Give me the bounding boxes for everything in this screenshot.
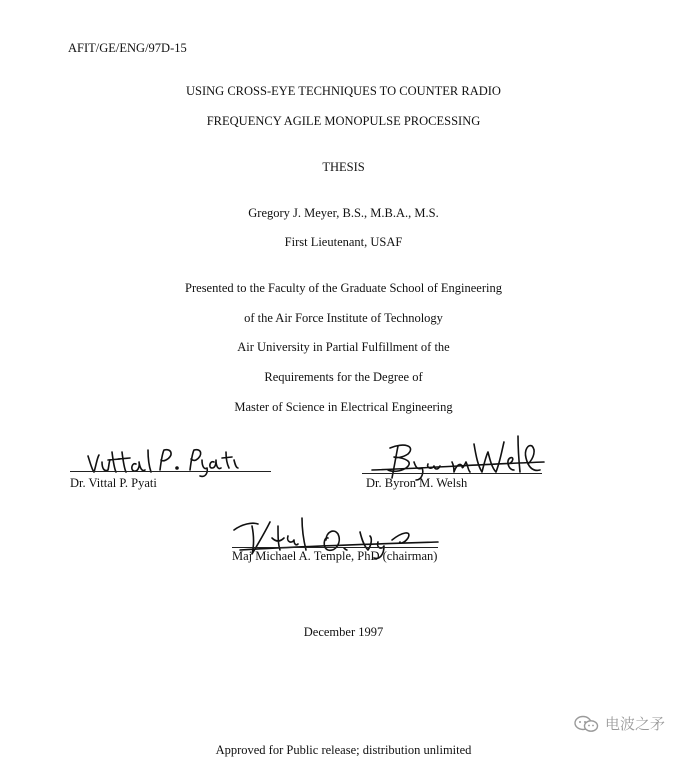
presented-line-2: of the Air Force Institute of Technology xyxy=(244,311,443,325)
signature-line-right xyxy=(362,473,542,474)
signature-line-left xyxy=(70,471,271,472)
chat-icon xyxy=(573,714,599,734)
signatory-center: Maj Michael A. Temple, PhD (chairman) xyxy=(232,549,438,563)
presented-line-4: Requirements for the Degree of xyxy=(264,370,423,384)
thesis-date: December 1997 xyxy=(303,625,384,639)
watermark xyxy=(573,713,665,734)
signature-pyati xyxy=(82,446,242,478)
document-type: THESIS xyxy=(322,160,365,174)
author-name: Gregory J. Meyer, B.S., M.B.A., M.S. xyxy=(248,206,439,220)
distribution-statement: Approved for Public release; distribution unlimited xyxy=(215,743,472,757)
signatory-right: Dr. Byron M. Welsh xyxy=(366,476,468,490)
signature-line-center xyxy=(232,547,438,548)
document-id: AFIT/GE/ENG/97D-15 xyxy=(68,41,187,55)
signatory-left: Dr. Vittal P. Pyati xyxy=(70,476,157,490)
author-rank: First Lieutenant, USAF xyxy=(284,235,403,249)
title-line-1: USING CROSS-EYE TECHNIQUES TO COUNTER RADIO xyxy=(186,84,501,98)
presented-line-1: Presented to the Faculty of the Graduate School of Engineering xyxy=(185,281,502,295)
presented-line-3: Air University in Partial Fulfillment of the xyxy=(237,340,450,354)
watermark-text: 电波之矛 xyxy=(604,715,665,733)
title-line-2: FREQUENCY AGILE MONOPULSE PROCESSING xyxy=(206,114,481,128)
presented-line-5: Master of Science in Electrical Engineering xyxy=(234,400,453,414)
